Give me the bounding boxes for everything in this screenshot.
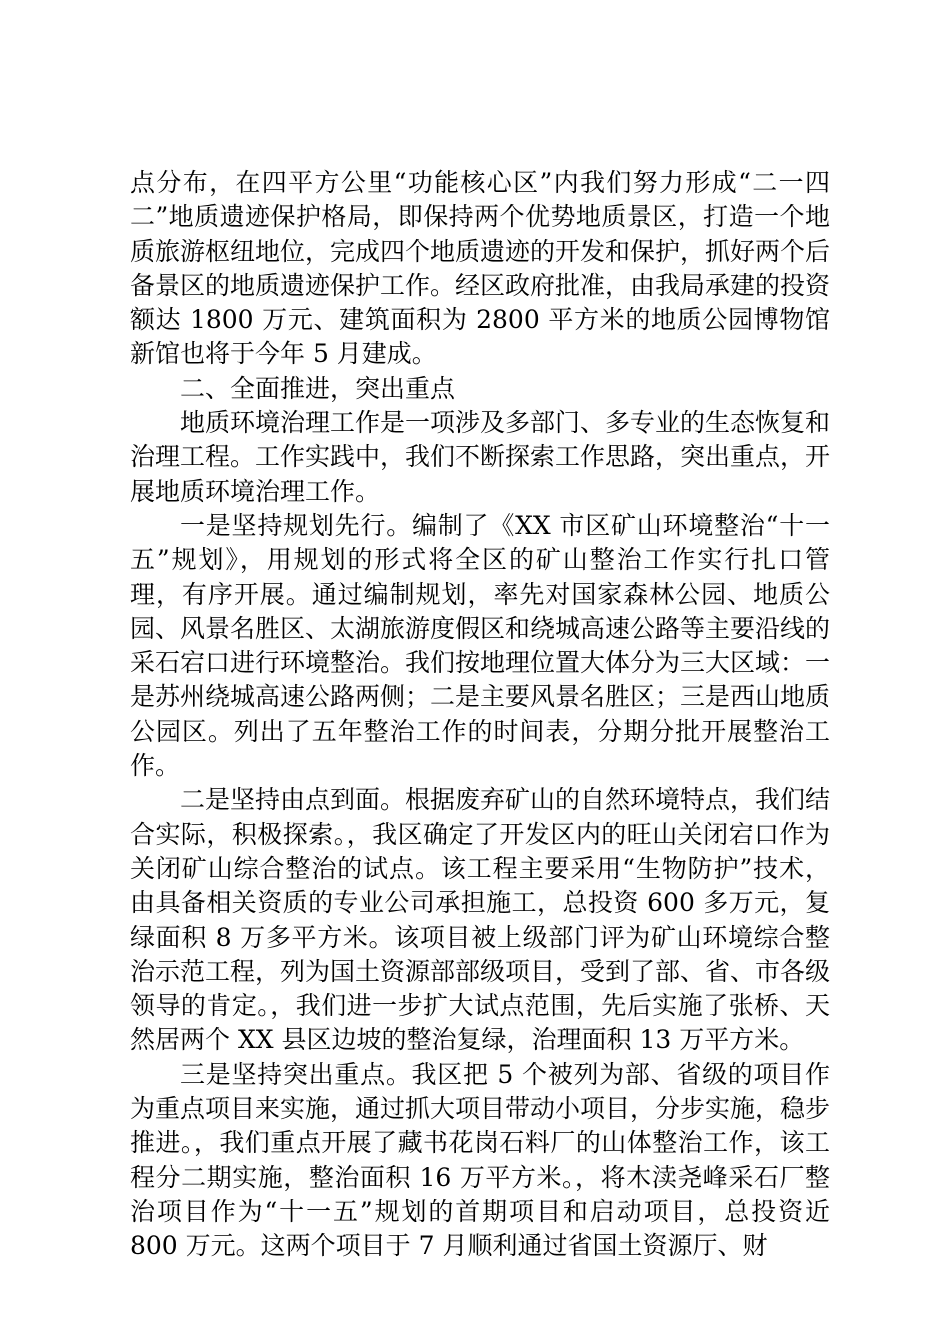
paragraph: 二是坚持由点到面。根据废弃矿山的自然环境特点，我们结合实际，积极探索。，我区确定了开发区内的旺山关闭宕口作为关闭矿山综合整治的试点。该工程主要采用“生物防护”技术，由具备相关资质的专业公司承担施工，总投资 600 多万元，复绿面积 8 万多平方米。该项目被上级部门评为矿山环境综合整治示范工程，列为国土资源部部级项目，受到了部、省、市各级领导的肯定。，我们进一步扩大试点范围，先后实施了张桥、天然居两个 XX 县区边坡的整治复绿，治理面积 13 万平方米。 <box>130 785 831 1055</box>
paragraph: 一是坚持规划先行。编制了《XX 市区矿山环境整治“十一五”规划》，用规划的形式将全区的矿山整治工作实行扎口管理，有序开展。通过编制规划，率先对国家森林公园、地质公园、风景名胜区、太湖旅游度假区和绕城高速公路等主要沿线的采石宕口进行环境整治。我们按地理位置大体分为三大区域：一是苏州绕城高速公路两侧；二是主要风景名胜区；三是西山地质公园区。列出了五年整治工作的时间表，分期分批开展整治工作。 <box>130 510 831 781</box>
paragraph: 三是坚持突出重点。我区把 5 个被列为部、省级的项目作为重点项目来实施，通过抓大项目带动小项目，分步实施，稳步推进。，我们重点开展了藏书花岗石料厂的山体整治工作，该工程分二期实施，整治面积 16 万平方米。，将木渎尧峰采石厂整治项目作为“十一五”规划的首期项目和启动项目，总投资近 800 万元。这两个项目于 7 月顺利通过省国土资源厅、财 <box>130 1059 831 1261</box>
document-body <box>130 166 830 1264</box>
section-heading: 二、全面推进，突出重点 <box>180 373 456 403</box>
paragraph-continuation: 点分布，在四平方公里“功能核心区”内我们努力形成“二一四二”地质遗迹保护格局，即保持两个优势地质景区，打造一个地质旅游枢纽地位，完成四个地质遗迹的开发和保护，抓好两个后备景区的地质遗迹保护工作。经区政府批准，由我局承建的投资额达 1800 万元、建筑面积为 2800 平方米的地质公园博物馆新馆也将于今年 5 月建成。 <box>130 168 831 369</box>
paragraph: 地质环境治理工作是一项涉及多部门、多专业的生态恢复和治理工程。工作实践中，我们不断探索工作思路，突出重点，开展地质环境治理工作。 <box>130 408 831 506</box>
